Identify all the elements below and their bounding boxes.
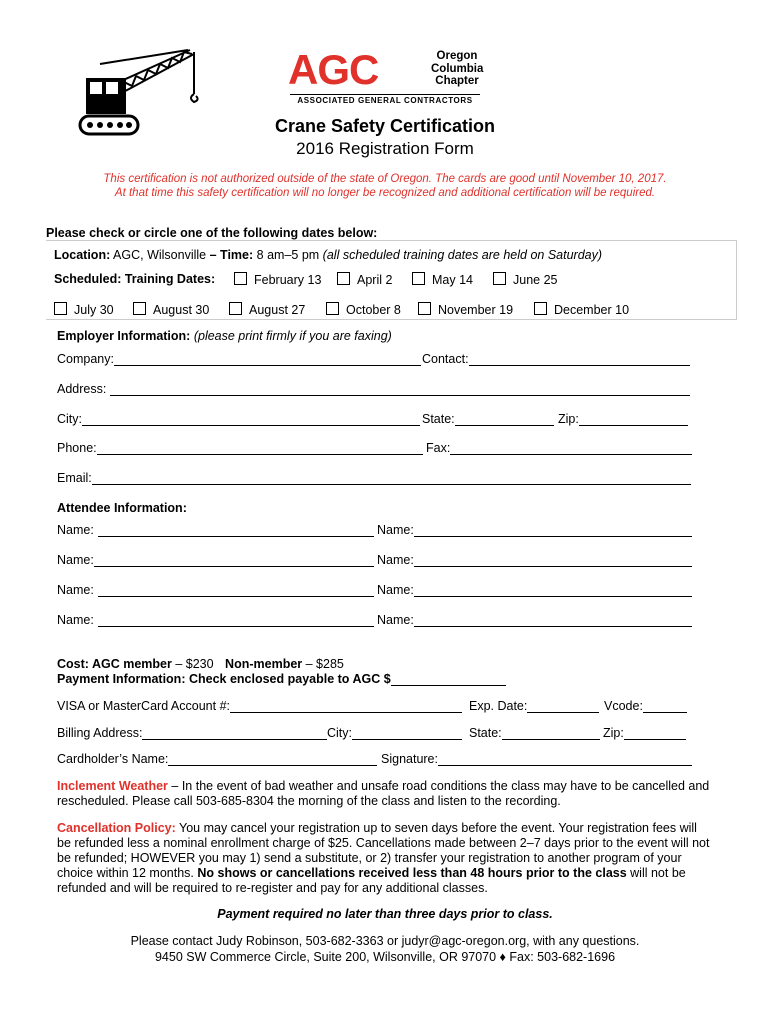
- weather-text: rescheduled. Please call 503-685-8304 the morning of the class and listen to the recording.: [57, 794, 561, 808]
- name-label: Name:: [57, 583, 94, 597]
- cancel-text: will not be: [626, 866, 686, 880]
- date-label: July 30: [74, 303, 114, 317]
- dash: –: [209, 248, 217, 262]
- fax-field[interactable]: [426, 441, 692, 455]
- checkbox[interactable]: [133, 302, 146, 315]
- check-amount-input[interactable]: [391, 673, 506, 686]
- city-field[interactable]: [57, 412, 420, 426]
- contact-label: Contact:: [422, 352, 469, 366]
- attendee-name-4[interactable]: [377, 553, 692, 567]
- cancel-emphasis: No shows or cancellations received less than 48 hours prior to the class: [197, 866, 627, 880]
- date-option-oct8[interactable]: [326, 302, 401, 317]
- name-label: Name:: [377, 583, 414, 597]
- dates-instruction: Please check or circle one of the following dates below:: [46, 226, 378, 240]
- weather-text: – In the event of bad weather and unsafe road conditions the class may have to be cancelled and: [167, 779, 710, 793]
- name-input[interactable]: [94, 554, 374, 567]
- date-label: November 19: [438, 303, 514, 317]
- name-input[interactable]: [414, 614, 692, 627]
- email-label: Email:: [57, 471, 92, 485]
- location-value: AGC, Wilsonville: [113, 248, 207, 262]
- checkbox[interactable]: [493, 272, 506, 285]
- cancellation-policy: [57, 821, 722, 896]
- company-label: Company:: [57, 352, 114, 366]
- company-field[interactable]: [57, 352, 421, 366]
- cost-line: [57, 657, 344, 671]
- date-option-jul30[interactable]: [54, 302, 114, 317]
- fax-label: Fax:: [426, 441, 451, 455]
- name-label: Name:: [57, 613, 94, 627]
- page-subtitle: 2016 Registration Form: [296, 139, 474, 158]
- name-input[interactable]: [98, 614, 374, 627]
- cardholder-label: Cardholder’s Name:: [57, 752, 169, 766]
- inclement-weather-policy: [57, 779, 722, 809]
- payment-info-field[interactable]: [57, 672, 506, 686]
- checkbox[interactable]: [234, 272, 247, 285]
- date-option-dec10[interactable]: [534, 302, 629, 317]
- name-label: Name:: [377, 553, 414, 567]
- nonmember-label: Non-member: [225, 657, 303, 671]
- attendee-heading: Attendee Information:: [57, 501, 187, 515]
- cancel-text: be refunded; HOWEVER you may 1) send a substitute, or 2) transfer your registration to another program of your: [57, 851, 682, 865]
- phone-label: Phone:: [57, 441, 97, 455]
- agc-logo: [288, 46, 484, 106]
- zip-field[interactable]: [558, 412, 688, 426]
- page-title: Crane Safety Certification: [274, 116, 496, 136]
- payment-info-label: Payment Information: Check enclosed payable to AGC $: [57, 672, 391, 686]
- date-label: May 14: [432, 273, 473, 287]
- date-option-feb13[interactable]: [234, 272, 321, 287]
- logo-tagline: ASSOCIATED GENERAL CONTRACTORS: [290, 94, 480, 105]
- name-label: Name:: [57, 553, 94, 567]
- location-row: [54, 248, 602, 262]
- name-input[interactable]: [98, 584, 374, 597]
- signature-label: Signature:: [381, 752, 438, 766]
- attendee-name-3[interactable]: [57, 553, 374, 567]
- email-input[interactable]: [92, 472, 691, 485]
- attendee-name-7[interactable]: [57, 613, 374, 627]
- employer-heading-note: (please print firmly if you are faxing): [193, 329, 392, 343]
- card-account-field[interactable]: [57, 699, 462, 713]
- billing-zip-label: Zip:: [603, 726, 624, 740]
- zip-input[interactable]: [579, 413, 688, 426]
- contact-input[interactable]: [469, 353, 690, 366]
- name-label: Name:: [377, 523, 414, 537]
- billing-city-input[interactable]: [352, 727, 462, 740]
- employer-heading-label: Employer Information:: [57, 329, 191, 343]
- date-label: August 30: [153, 303, 210, 317]
- checkbox[interactable]: [326, 302, 339, 315]
- logo-chapter-line: Oregon: [436, 50, 478, 62]
- time-label: Time:: [220, 248, 254, 262]
- checkbox[interactable]: [337, 272, 350, 285]
- date-label: October 8: [346, 303, 401, 317]
- cost-label: Cost: AGC member: [57, 657, 172, 671]
- time-note: (all scheduled training dates are held on Saturday): [322, 248, 603, 262]
- payment-deadline: Payment required no later than three days prior to class.: [217, 907, 553, 921]
- checkbox[interactable]: [418, 302, 431, 315]
- billing-state-label: State:: [469, 726, 502, 740]
- zip-label: Zip:: [558, 412, 579, 426]
- name-label: Name:: [57, 523, 94, 537]
- date-option-may14[interactable]: [412, 272, 473, 287]
- certification-notice: [60, 172, 710, 200]
- date-label: April 2: [357, 273, 393, 287]
- attendee-name-2[interactable]: [377, 523, 692, 537]
- vcode-label: Vcode:: [604, 699, 643, 713]
- weather-title: Inclement Weather: [57, 779, 168, 793]
- attendee-name-8[interactable]: [377, 613, 692, 627]
- exp-date-field[interactable]: [469, 699, 599, 713]
- logo-chapter-line: Chapter: [435, 75, 479, 87]
- address-line: 9450 SW Commerce Circle, Suite 200, Wilsonville, OR 97070 ♦ Fax: 503-682-1696: [154, 950, 616, 964]
- billing-address-label: Billing Address:: [57, 726, 143, 740]
- notice-line-2: At that time this safety certification will no longer be recognized and additional certification will be required.: [114, 187, 656, 199]
- phone-input[interactable]: [97, 442, 423, 455]
- signature-field[interactable]: [381, 752, 692, 766]
- cardholder-input[interactable]: [168, 753, 377, 766]
- exp-date-input[interactable]: [527, 700, 599, 713]
- date-label: June 25: [513, 273, 558, 287]
- billing-state-input[interactable]: [502, 727, 600, 740]
- fax-input[interactable]: [450, 442, 692, 455]
- member-price: – $230: [175, 657, 214, 671]
- company-input[interactable]: [114, 353, 421, 366]
- billing-city-field[interactable]: [327, 726, 462, 740]
- name-label: Name:: [377, 613, 414, 627]
- date-label: February 13: [254, 273, 322, 287]
- date-option-jun25[interactable]: [493, 272, 557, 287]
- billing-city-label: City:: [327, 726, 352, 740]
- vcode-field[interactable]: [604, 699, 687, 713]
- dates-box: [46, 240, 737, 320]
- logo-chapter-line: Columbia: [431, 62, 484, 75]
- location-label: Location:: [54, 248, 111, 262]
- card-account-input[interactable]: [230, 700, 462, 713]
- date-label: August 27: [249, 303, 306, 317]
- nonmember-price: – $285: [305, 657, 344, 671]
- billing-zip-input[interactable]: [624, 727, 686, 740]
- billing-zip-field[interactable]: [603, 726, 686, 740]
- employer-heading: [57, 329, 392, 343]
- card-account-label: VISA or MasterCard Account #:: [57, 699, 230, 713]
- state-input[interactable]: [455, 413, 554, 426]
- name-input[interactable]: [414, 524, 692, 537]
- checkbox[interactable]: [54, 302, 67, 315]
- attendee-name-6[interactable]: [377, 583, 692, 597]
- cancel-text: You may cancel your registration up to seven days before the event. Your registration fees will: [175, 821, 697, 835]
- logo-chapter: [431, 50, 483, 88]
- date-option-aug30[interactable]: [133, 302, 209, 317]
- address-field[interactable]: [57, 382, 690, 396]
- cancel-text: refunded and will be required to re-register and pay for any additional classes.: [57, 881, 488, 895]
- logo-brand: AGC: [288, 46, 379, 93]
- exp-date-label: Exp. Date:: [469, 699, 528, 713]
- phone-field[interactable]: [57, 441, 423, 455]
- date-option-apr2[interactable]: [337, 272, 392, 287]
- name-input[interactable]: [414, 554, 692, 567]
- cancel-title: Cancellation Policy:: [57, 821, 176, 835]
- cardholder-field[interactable]: [57, 752, 377, 766]
- date-label: December 10: [554, 303, 630, 317]
- date-option-aug27[interactable]: [229, 302, 305, 317]
- city-label: City:: [57, 412, 82, 426]
- date-option-nov19[interactable]: [418, 302, 513, 317]
- time-value: 8 am–5 pm: [256, 248, 320, 262]
- signature-input[interactable]: [438, 753, 692, 766]
- attendee-name-5[interactable]: [57, 583, 374, 597]
- attendee-name-1[interactable]: [57, 523, 374, 537]
- address-label: Address:: [57, 382, 107, 396]
- billing-state-field[interactable]: [469, 726, 600, 740]
- email-field[interactable]: [57, 471, 691, 485]
- notice-line-1: This certification is not authorized outside of the state of Oregon. The cards are good until November 10, 2017.: [103, 173, 667, 185]
- billing-address-field[interactable]: [57, 726, 327, 740]
- cancel-text: choice within 12 months.: [57, 866, 198, 880]
- checkbox[interactable]: [229, 302, 242, 315]
- billing-address-input[interactable]: [142, 727, 327, 740]
- checkbox[interactable]: [412, 272, 425, 285]
- address-input[interactable]: [110, 383, 690, 396]
- state-label: State:: [422, 412, 455, 426]
- cancel-text: be refunded less a nominal enrollment charge of $25. Cancellations made between 2–7 days prior to the event will not: [57, 836, 710, 850]
- contact-field[interactable]: [422, 352, 690, 366]
- vcode-input[interactable]: [643, 700, 687, 713]
- state-field[interactable]: [422, 412, 554, 426]
- name-input[interactable]: [414, 584, 692, 597]
- contact-line: Please contact Judy Robinson, 503-682-3363 or judyr@agc-oregon.org, with any questions.: [130, 934, 640, 948]
- name-input[interactable]: [98, 524, 374, 537]
- checkbox[interactable]: [534, 302, 547, 315]
- scheduled-label: Scheduled: Training Dates:: [54, 272, 216, 286]
- city-input[interactable]: [82, 413, 420, 426]
